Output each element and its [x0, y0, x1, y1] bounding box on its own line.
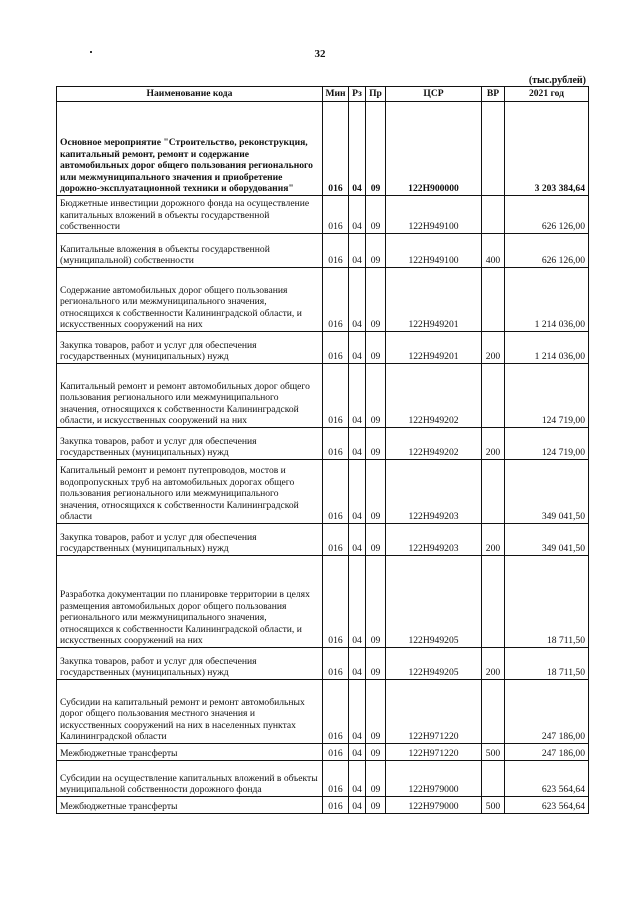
row-csr: 122H900000 [386, 102, 482, 196]
row-csr: 122H949203 [386, 460, 482, 524]
header-row [57, 87, 589, 102]
row-pr: 09 [366, 524, 386, 556]
row-csr: 122H949100 [386, 196, 482, 234]
header-amount: 2021 год [505, 87, 589, 102]
row-amount: 623 564,64 [505, 797, 589, 814]
row-pr: 09 [366, 761, 386, 797]
row-min: 016 [323, 102, 349, 196]
row-min: 016 [323, 332, 349, 364]
table-row [57, 460, 589, 524]
row-rz: 04 [349, 332, 366, 364]
row-name: Субсидии на капитальный ремонт и ремонт автомобильных дорог общего пользования местного значения и искусственных сооружений на них в населенных пунктах Калининградской области [57, 680, 323, 744]
row-pr: 09 [366, 196, 386, 234]
row-min: 016 [323, 744, 349, 761]
row-rz: 04 [349, 196, 366, 234]
row-pr: 09 [366, 744, 386, 761]
row-name: Капитальный ремонт и ремонт автомобильных дорог общего пользования регионального или межмуниципального значения, относящихся к собственности Калининградской области, и искусственных сооружений на них [57, 364, 323, 428]
row-name: Капитальные вложения в объекты государственной (муниципальной) собственности [57, 234, 323, 268]
row-csr: 122H979000 [386, 761, 482, 797]
table-row [57, 428, 589, 460]
row-csr: 122H949201 [386, 268, 482, 332]
unit-label: (тыс.рублей) [528, 75, 586, 86]
table-row [57, 332, 589, 364]
row-amount: 1 214 036,00 [505, 268, 589, 332]
row-amount: 124 719,00 [505, 428, 589, 460]
row-amount: 18 711,50 [505, 648, 589, 680]
row-csr: 122H949201 [386, 332, 482, 364]
budget-table [56, 86, 589, 814]
row-rz: 04 [349, 524, 366, 556]
row-name: Закупка товаров, работ и услуг для обеспечения государственных (муниципальных) нужд [57, 648, 323, 680]
table-row [57, 102, 589, 196]
row-vr [482, 556, 505, 648]
row-csr: 122H949202 [386, 428, 482, 460]
row-vr [482, 761, 505, 797]
row-rz: 04 [349, 797, 366, 814]
row-rz: 04 [349, 744, 366, 761]
table-row [57, 680, 589, 744]
row-csr: 122H949202 [386, 364, 482, 428]
row-amount: 1 214 036,00 [505, 332, 589, 364]
row-rz: 04 [349, 680, 366, 744]
row-rz: 04 [349, 234, 366, 268]
row-min: 016 [323, 680, 349, 744]
row-pr: 09 [366, 268, 386, 332]
row-rz: 04 [349, 428, 366, 460]
row-amount: 349 041,50 [505, 460, 589, 524]
row-name: Закупка товаров, работ и услуг для обеспечения государственных (муниципальных) нужд [57, 332, 323, 364]
row-rz: 04 [349, 761, 366, 797]
row-name: Субсидии на осуществление капитальных вложений в объекты муниципальной собственности дорожного фонда [57, 761, 323, 797]
row-rz: 04 [349, 268, 366, 332]
row-rz: 04 [349, 460, 366, 524]
row-amount: 124 719,00 [505, 364, 589, 428]
row-vr: 200 [482, 428, 505, 460]
row-amount: 3 203 384,64 [505, 102, 589, 196]
header-pr: Пр [366, 87, 386, 102]
row-min: 016 [323, 428, 349, 460]
row-pr: 09 [366, 234, 386, 268]
row-min: 016 [323, 364, 349, 428]
row-csr: 122H949205 [386, 648, 482, 680]
table-row [57, 364, 589, 428]
row-name: Разработка документации по планировке территории в целях размещения автомобильных дорог общего пользования регионального или межмуниципального значения, относящихся к собственности Калининградской области, и искусственных сооружений на них [57, 556, 323, 648]
row-vr: 500 [482, 797, 505, 814]
table-row [57, 648, 589, 680]
row-vr: 500 [482, 744, 505, 761]
row-csr: 122H949203 [386, 524, 482, 556]
table-row [57, 524, 589, 556]
row-vr [482, 102, 505, 196]
row-csr: 122H971220 [386, 744, 482, 761]
row-vr [482, 460, 505, 524]
row-min: 016 [323, 556, 349, 648]
row-vr [482, 196, 505, 234]
row-csr: 122H949205 [386, 556, 482, 648]
row-vr: 400 [482, 234, 505, 268]
row-name: Бюджетные инвестиции дорожного фонда на осуществление капитальных вложений в объекты государственной собственности [57, 196, 323, 234]
row-rz: 04 [349, 556, 366, 648]
row-amount: 626 126,00 [505, 234, 589, 268]
row-name: Закупка товаров, работ и услуг для обеспечения государственных (муниципальных) нужд [57, 524, 323, 556]
table-row [57, 268, 589, 332]
row-csr: 122H949100 [386, 234, 482, 268]
table-row [57, 744, 589, 761]
table-row [57, 196, 589, 234]
row-csr: 122H971220 [386, 680, 482, 744]
row-name: Закупка товаров, работ и услуг для обеспечения государственных (муниципальных) нужд [57, 428, 323, 460]
header-rz: Рз [349, 87, 366, 102]
row-pr: 09 [366, 648, 386, 680]
row-rz: 04 [349, 364, 366, 428]
header-vr: ВР [482, 87, 505, 102]
row-rz: 04 [349, 648, 366, 680]
row-min: 016 [323, 196, 349, 234]
row-name: Межбюджетные трансферты [57, 744, 323, 761]
row-amount: 247 186,00 [505, 680, 589, 744]
row-pr: 09 [366, 332, 386, 364]
row-min: 016 [323, 761, 349, 797]
row-name: Содержание автомобильных дорог общего пользования регионального или межмуниципального значения, относящихся к собственности Калининградской области, и искусственных сооружений на них [57, 268, 323, 332]
table-row [57, 761, 589, 797]
row-min: 016 [323, 797, 349, 814]
row-name: Основное мероприятие "Строительство, реконструкция, капитальный ремонт, ремонт и содержание автомобильных дорог общего пользования регионального или межмуниципального значения и приобретение дорожно-эксплуатационной техники и оборудования" [57, 102, 323, 196]
row-min: 016 [323, 268, 349, 332]
row-pr: 09 [366, 680, 386, 744]
row-pr: 09 [366, 102, 386, 196]
row-vr [482, 680, 505, 744]
header-name: Наименование кода [57, 87, 323, 102]
row-pr: 09 [366, 460, 386, 524]
table-row [57, 234, 589, 268]
header-csr: ЦСР [386, 87, 482, 102]
row-amount: 247 186,00 [505, 744, 589, 761]
row-min: 016 [323, 234, 349, 268]
row-pr: 09 [366, 556, 386, 648]
row-vr [482, 364, 505, 428]
row-pr: 09 [366, 364, 386, 428]
row-amount: 623 564,64 [505, 761, 589, 797]
row-vr [482, 268, 505, 332]
header-min: Мин [323, 87, 349, 102]
row-amount: 18 711,50 [505, 556, 589, 648]
row-pr: 09 [366, 428, 386, 460]
row-min: 016 [323, 460, 349, 524]
row-name: Капитальный ремонт и ремонт путепроводов, мостов и водопропускных труб на автомобильных дорогах общего пользования регионального или межмуниципального значения, относящихся к собственности Калининградской области [57, 460, 323, 524]
row-min: 016 [323, 648, 349, 680]
row-vr: 200 [482, 524, 505, 556]
row-rz: 04 [349, 102, 366, 196]
page-number: 32 [314, 48, 326, 60]
row-pr: 09 [366, 797, 386, 814]
row-csr: 122H979000 [386, 797, 482, 814]
row-amount: 349 041,50 [505, 524, 589, 556]
row-name: Межбюджетные трансферты [57, 797, 323, 814]
row-vr: 200 [482, 648, 505, 680]
row-vr: 200 [482, 332, 505, 364]
row-min: 016 [323, 524, 349, 556]
table-row [57, 556, 589, 648]
row-amount: 626 126,00 [505, 196, 589, 234]
table-row [57, 797, 589, 814]
